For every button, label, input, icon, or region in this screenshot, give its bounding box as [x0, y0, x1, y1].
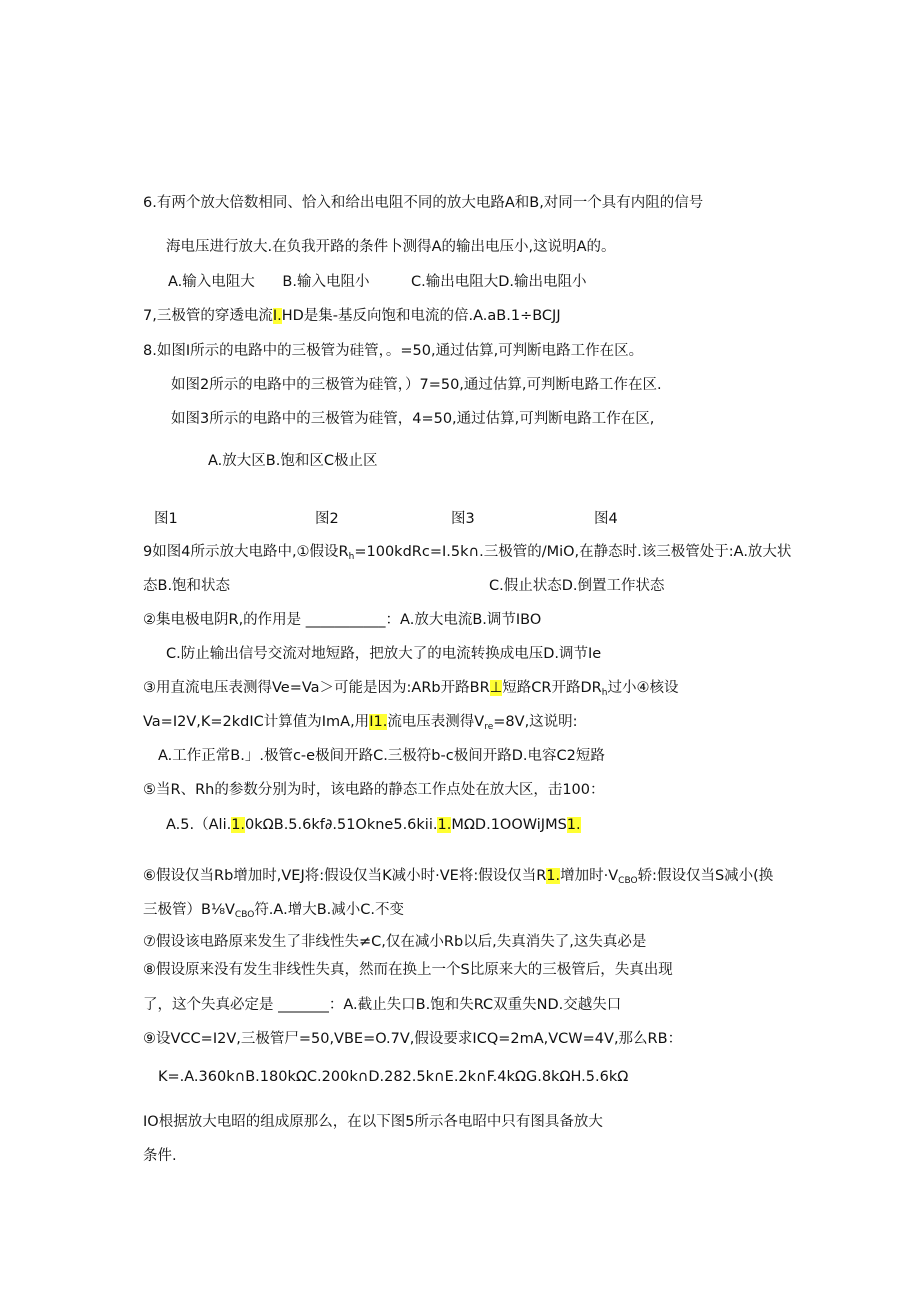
- q9-line13: ⑧假设原来没有发生非线性失真，然而在换上一个S比原来大的三极管后，失真出现: [143, 962, 673, 978]
- q9-l1-subscript: h: [348, 552, 355, 562]
- q8-line1: 8.如图I所示的电路中的三极管为硅管，。=50,通过估算,可判断电路工作在区。: [143, 343, 644, 359]
- q9-line5: [143, 678, 678, 703]
- highlight-mark: I1.: [369, 714, 388, 730]
- q6-options: A.输入电阻大 B.输入电阻小 C.输出电阻大D.输出电阻小: [168, 274, 587, 290]
- q9-l9-text-b: i.: [222, 817, 232, 833]
- q9-l6-text-b: 流电压表测得V: [387, 714, 485, 730]
- q9-line16: K=.A.360k∩B.180kΩC.200k∩D.282.5k∩E.2k∩F.4kΩG.8kΩH.5.6kΩ: [158, 1069, 629, 1085]
- q9-line12: ⑦假设该电路原来发生了非线性失≠C,仅在减小Rb以后,失真消失了,这失真必是: [143, 934, 647, 950]
- q9-l9-text-a: A.5.（Al: [166, 817, 223, 833]
- q9-line8: ⑤当R、Rh的参数分别为时，该电路的静态工作点处在放大区，击100：: [143, 782, 605, 798]
- q8-options: A.放大区B.饱和区C极止区: [208, 453, 378, 469]
- figure-label-2: 图2: [315, 511, 339, 527]
- q9-line1: [143, 542, 791, 567]
- q10-line1: IO根据放大电昭的组成原那么，在以下图5所示各电昭中只有图具备放大: [143, 1114, 603, 1130]
- highlight-mark: 1.: [566, 817, 581, 833]
- q9-l6-text-c: =8V,这说明:: [493, 714, 578, 730]
- highlight-mark: ⊥: [489, 680, 503, 696]
- q9-l1-text-a: 9如图4所示放大电路中,①假设R: [143, 544, 349, 560]
- q9-l10-text-b: 增加时·V: [560, 868, 619, 884]
- highlight-mark: 1.: [437, 817, 452, 833]
- q7-text-before: 7,三极管的穿透电流: [143, 308, 273, 324]
- q9-line7: A.工作正常B.」.极管c-e极间开路C.三极符b-c极间开路D.电容C2短路: [158, 748, 605, 764]
- figure-label-3: 图3: [451, 511, 475, 527]
- q9-l6-text-a: Va=I2V,K=2kdIC计算值为ImA,用: [143, 714, 370, 730]
- q9-l9-text-d: MΩD.1OOWiJMS: [451, 817, 567, 833]
- q6-line1: 6.有两个放大倍数相同、恰入和给出电阻不同的放大电路A和B,对同一个具有内阻的信号: [143, 195, 704, 211]
- q9-l1-text-b: =100kdRc=I.5k∩.三极管的/MiO,在静态时.该三极管处于:A.放大状: [354, 544, 792, 560]
- q9-l10-text-a: ⑥假设仅当Rb增加时,VEJ将:假设仅当K减小时·VE将:假设仅当R: [143, 868, 547, 884]
- q9-l5-text-a: ③用直流电压表测得Ve=Va＞可能是因为:ARb开路BR: [143, 680, 490, 696]
- q9-l6-subscript: re: [484, 722, 494, 732]
- figure-label-4: 图4: [594, 511, 618, 527]
- q9-l10-text-c: 轿:假设仅当S减小(换: [637, 868, 774, 884]
- q6-line2: 海电压进行放大.在负我开路的条件卜测得A的输出电压小,这说明A的。: [166, 239, 616, 255]
- q9-line3: ②集电极电阴R,的作用是 ___________：A.放大电流B.调节IBO: [143, 612, 542, 628]
- figure-labels: [0, 509, 920, 529]
- figure-label-1: 图1: [154, 511, 178, 527]
- q9-l11-text-b: 符.A.增大B.减小C.不变: [254, 902, 404, 918]
- q9-l10-subscript: CBO: [618, 876, 638, 886]
- q9-l11-subscript: CBO: [234, 910, 255, 920]
- q8-line2: 如图2所示的电路中的三极管为硅管，）7=50,通过估算,可判断电路工作在区.: [171, 377, 662, 393]
- q9-l11-text-a: 三极管）B⅛V: [143, 902, 235, 918]
- q9-line2-right: C.假止状态D.倒置工作状态: [489, 578, 665, 594]
- q8-line3: 如图3所示的电路中的三极管为硅管，4=50,通过估算,可判断电路工作在区,: [171, 411, 655, 427]
- q9-line4: C.防止输出信号交流对地短路，把放大了的电流转换成电压D.调节Ie: [166, 646, 602, 662]
- q9-line2-left: 态B.饱和状态: [143, 578, 231, 594]
- q7-text-after: HD是集-基反向饱和电流的倍.A.aB.1÷BCJJ: [281, 308, 561, 324]
- q9-line14: 了，这个失真必定是 _______：A.截止失口B.饱和失RC双重失ND.交越失口: [143, 997, 622, 1013]
- q9-line9: [166, 815, 581, 835]
- q9-l5-text-c: 过小④核设: [607, 680, 679, 696]
- q9-line6: [143, 712, 578, 737]
- q9-line10: [143, 866, 773, 891]
- q9-line11: [143, 900, 404, 925]
- q9-l5-subscript: h: [601, 688, 608, 698]
- highlight-mark: I.: [272, 308, 282, 324]
- q7-line: [143, 306, 561, 326]
- highlight-mark: 1.: [546, 868, 561, 884]
- highlight-mark: 1.: [231, 817, 246, 833]
- q9-l5-text-b: 短路CR开路DR: [502, 680, 602, 696]
- q9-line15: ⑨设VCC=I2V,三极管尸=50,VBE=O.7V,假设要求ICQ=2mA,VCW=4V,那么RB：: [143, 1031, 683, 1047]
- q10-line2: 条件.: [143, 1148, 177, 1164]
- q9-l9-text-c: 0kΩB.5.6kf∂.51Okne5.6kii.: [245, 817, 438, 833]
